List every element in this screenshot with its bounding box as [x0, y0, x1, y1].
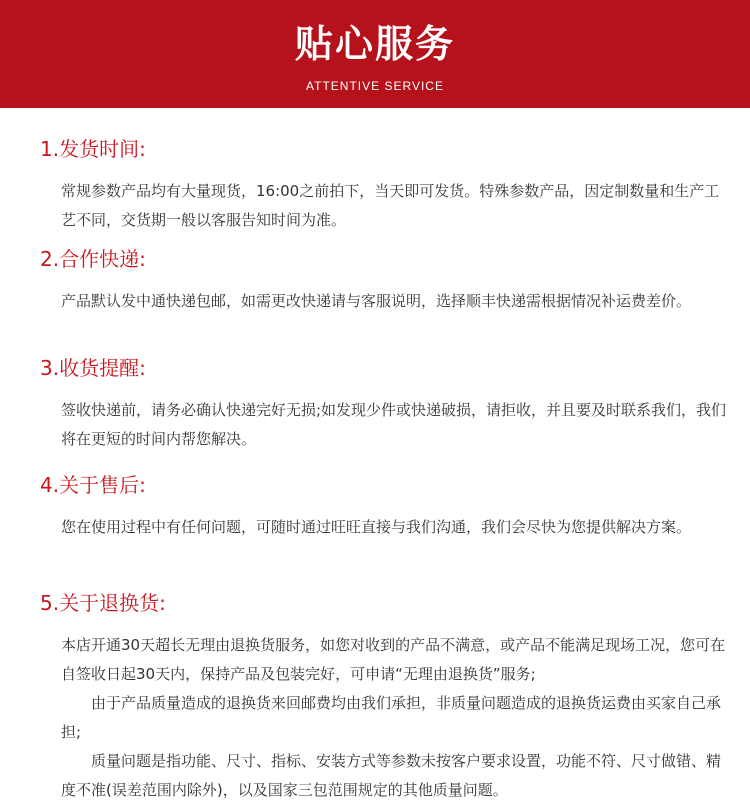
section-paragraph: 签收快递前，请务必确认快递完好无损;如发现少件或快递破损，请拒收，并且要及时联系我们，我们将在更短的时间内帮您解决。: [61, 401, 727, 448]
section-paragraph: 质量问题是指功能、尺寸、指标、安装方式等参数未按客户要求设置，功能不符、尺寸做错、精度不准(误差范围内除外)，以及国家三包范围规定的其他质量问题。: [61, 752, 722, 799]
section-paragraph: 您在使用过程中有任何问题，可随时通过旺旺直接与我们沟通，我们会尽快为您提供解决方案。: [61, 518, 692, 536]
section-heading: 3.收货提醒:: [40, 356, 146, 380]
section-body: [61, 287, 731, 316]
section-paragraph: 由于产品质量造成的退换货来回邮费均由我们承担，非质量问题造成的退换货运费由买家自己承担;: [61, 694, 722, 741]
section-body: [61, 631, 731, 805]
section-body: [61, 396, 731, 454]
section-heading: 5.关于退换货:: [40, 591, 166, 615]
section-paragraph: 产品默认发中通快递包邮，如需更改快递请与客服说明，选择顺丰快递需根据情况补运费差价。: [61, 292, 692, 310]
section-body: [61, 177, 731, 235]
banner-subtitle: ATTENTIVE SERVICE: [306, 79, 444, 93]
section-body: [61, 513, 731, 542]
section-paragraph: 常规参数产品均有大量现货，16:00之前拍下，当天即可发货。特殊参数产品，因定制数量和生产工艺不同，交货期一般以客服告知时间为准。: [61, 182, 720, 229]
header-banner: [0, 0, 750, 108]
section-heading: 1.发货时间:: [40, 137, 146, 161]
section-paragraph: 本店开通30天超长无理由退换货服务，如您对收到的产品不满意，或产品不能满足现场工况，您可在自签收日起30天内，保持产品及包装完好，可申请“无理由退换货”服务;: [61, 636, 726, 683]
banner-title: 贴心服务: [294, 22, 455, 66]
section-heading: 4.关于售后:: [40, 473, 146, 497]
section-heading: 2.合作快递:: [40, 247, 146, 271]
